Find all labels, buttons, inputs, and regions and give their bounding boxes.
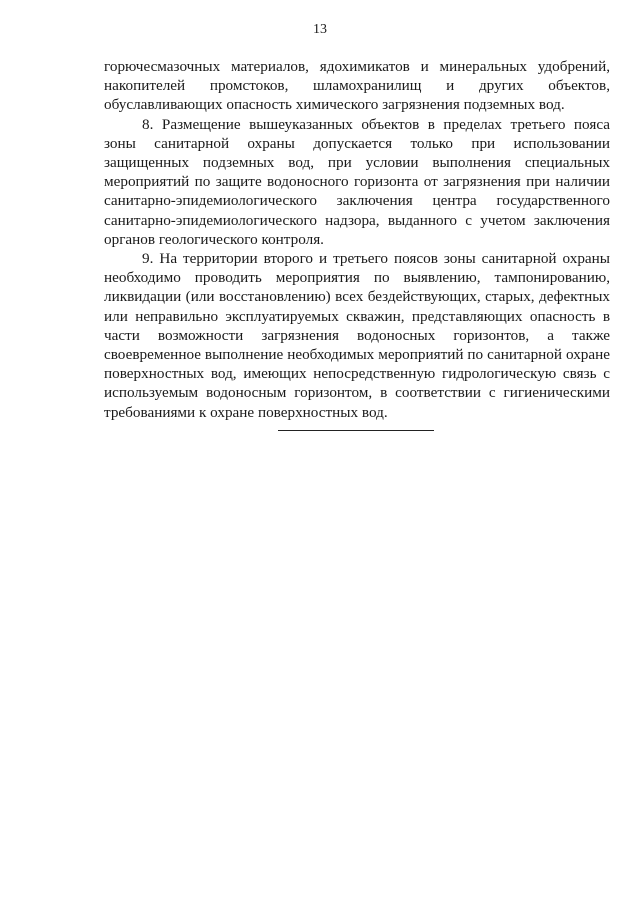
paragraph-item-8: 8. Размещение вышеуказанных объектов в пределах третьего пояса зоны санитарной охраны допускается только при использовании защищенных подземных вод, при условии выполнения специальных мероприятий по защите водоносного горизонта от загрязнения при наличии санитарно-эпидемиологического заключения центра государственного санитарно-эпидемиологического надзора, выданного с учетом заключения органов геологического контроля. (104, 115, 610, 248)
page-number: 13 (313, 22, 327, 37)
end-divider-line (278, 430, 434, 431)
document-body (104, 57, 610, 422)
paragraph-continuation: горючесмазочных материалов, ядохимикатов и минеральных удобрений, накопителей промстоков, шламохранилищ и других объектов, обуславливающих опасность химического загрязнения подземных вод. (104, 58, 610, 114)
paragraph-item-9: 9. На территории второго и третьего поясов зоны санитарной охраны необходимо проводить мероприятия по выявлению, тампонированию, ликвидации (или восстановлению) всех бездействующих, старых, дефектных или неправильно эксплуатируемых скважин, представляющих опасность в части возможности загрязнения водоносных горизонтов, а также своевременное выполнение необходимых мероприятий по санитарной охране поверхностных вод, имеющих непосредственную гидрологическую связь с используемым водоносным горизонтом, в соответствии с гигиеническими требованиями к охране поверхностных вод. (104, 250, 610, 421)
